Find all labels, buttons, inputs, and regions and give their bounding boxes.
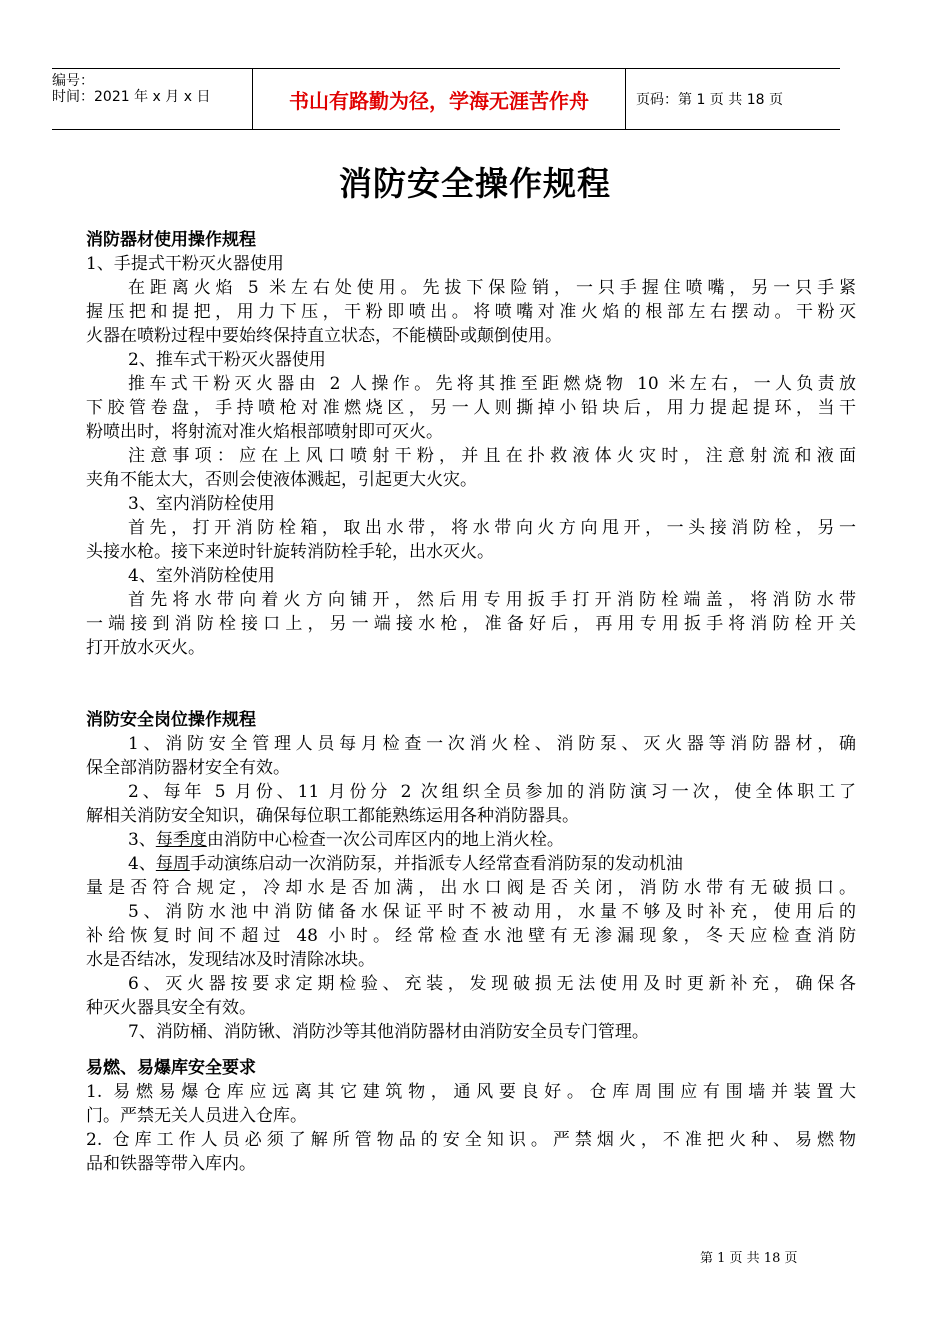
paragraph-line: 2. 仓库工作人员必须了解所管物品的安全知识。严禁烟火，不准把火种、易燃物 [86, 1130, 856, 1150]
paragraph-line: 1. 易燃易爆仓库应远离其它建筑物，通风要良好。仓库周围应有围墙并装置大 [86, 1082, 856, 1102]
underlined-term: 每周 [155, 854, 190, 874]
paragraph-line: 1、消防安全管理人员每月检查一次消火栓、消防泵、灭火器等消防器材，确 [128, 734, 856, 754]
paragraph-line: 解相关消防安全知识，确保每位职工都能熟练运用各种消防器具。 [86, 806, 579, 826]
footer-page-number: 第 1 页 共 18 页 [700, 1251, 798, 1266]
paragraph-line: 7、消防桶、消防锹、消防沙等其他消防器材由消防安全员专门管理。 [128, 1022, 649, 1042]
paragraph-line: 5、消防水池中消防储备水保证平时不被动用，水量不够及时补充，使用后的 [128, 902, 856, 922]
item-title: 2、推车式干粉灭火器使用 [128, 350, 326, 370]
item-title: 3、室内消防栓使用 [128, 494, 275, 514]
document-body [86, 228, 856, 1176]
paragraph-line [86, 828, 856, 852]
paragraph-line: 保全部消防器材安全有效。 [86, 758, 290, 778]
paragraph-line: 首先将水带向着火方向铺开，然后用专用扳手打开消防栓端盖，将消防水带 [128, 590, 856, 610]
paragraph-line: 夹角不能太大，否则会使液体溅起，引起更大火灾。 [86, 470, 477, 490]
paragraph-line: 在距离火焰 5 米左右处使用。先拔下保险销，一只手握住喷嘴，另一只手紧 [128, 278, 856, 298]
paragraph-line: 打开放水灭火。 [86, 638, 205, 658]
paragraph-line: 首先，打开消防栓箱，取出水带，将水带向火方向甩开，一头接消防栓，另一 [128, 518, 856, 538]
paragraph-line: 2、每年 5 月份、11 月份分 2 次组织全员参加的消防演习一次，使全体职工了 [128, 782, 856, 802]
paragraph-line [86, 852, 856, 876]
header-table [52, 68, 840, 130]
paragraph-line: 门。严禁无关人员进入仓库。 [86, 1106, 307, 1126]
paragraph-line: 补给恢复时间不超过 48 小时。经常检查水池壁有无渗漏现象，冬天应检查消防 [86, 926, 856, 946]
rule-number: 4、 [128, 854, 156, 874]
paragraph-line: 品和铁器等带入库内。 [86, 1154, 256, 1174]
header-meta [52, 69, 252, 129]
paragraph-line: 水是否结冰，发现结冰及时清除冰块。 [86, 950, 375, 970]
page-title: 消防安全操作规程 [339, 164, 611, 203]
paragraph-line: 种灭火器具安全有效。 [86, 998, 256, 1018]
paragraph-line: 握压把和提把，用力下压，干粉即喷出。将喷嘴对准火焰的根部左右摆动。干粉灭 [86, 302, 856, 322]
document-number-label: 编号： [52, 73, 94, 89]
paragraph-line: 下胶管卷盘，手持喷枪对准燃烧区，另一人则撕掉小铅块后，用力提起提环，当干 [86, 398, 856, 418]
document-date-label: 时间：2021 年 x 月 x 日 [52, 89, 211, 105]
item-title: 1、手提式干粉灭火器使用 [86, 254, 284, 274]
paragraph-line: 头接水枪。接下来逆时针旋转消防栓手轮，出水灭火。 [86, 542, 494, 562]
section-heading: 消防安全岗位操作规程 [86, 710, 256, 730]
header-page-number: 页码：第 1 页 共 18 页 [636, 92, 783, 108]
rule-text: 由消防中心检查一次公司库区内的地上消火栓。 [206, 830, 564, 850]
section-heading: 消防器材使用操作规程 [86, 230, 256, 250]
paragraph-line: 注意事项：应在上风口喷射干粉，并且在扑救液体火灾时，注意射流和液面 [128, 446, 856, 466]
section-heading: 易燃、易爆库安全要求 [86, 1058, 256, 1078]
paragraph-line: 火器在喷粉过程中要始终保持直立状态，不能横卧或颠倒使用。 [86, 326, 562, 346]
header-motto: 书山有路勤为径，学海无涯苦作舟 [252, 69, 626, 129]
rule-number: 3、 [128, 830, 156, 850]
item-title: 4、室外消防栓使用 [128, 566, 275, 586]
paragraph-line: 量是否符合规定，冷却水是否加满，出水口阀是否关闭，消防水带有无破损口。 [86, 878, 856, 898]
paragraph-line: 粉喷出时，将射流对准火焰根部喷射即可灭火。 [86, 422, 443, 442]
paragraph-line: 推车式干粉灭火器由 2 人操作。先将其推至距燃烧物 10 米左右，一人负责放 [128, 374, 856, 394]
rule-text: 手动演练启动一次消防泵，并指派专人经常查看消防泵的发动机油 [189, 854, 683, 874]
paragraph-line: 一端接到消防栓接口上，另一端接水枪，准备好后，再用专用扳手将消防栓开关 [86, 614, 856, 634]
underlined-term: 每季度 [155, 830, 207, 850]
paragraph-line: 6、灭火器按要求定期检验、充装，发现破损无法使用及时更新补充，确保各 [128, 974, 856, 994]
